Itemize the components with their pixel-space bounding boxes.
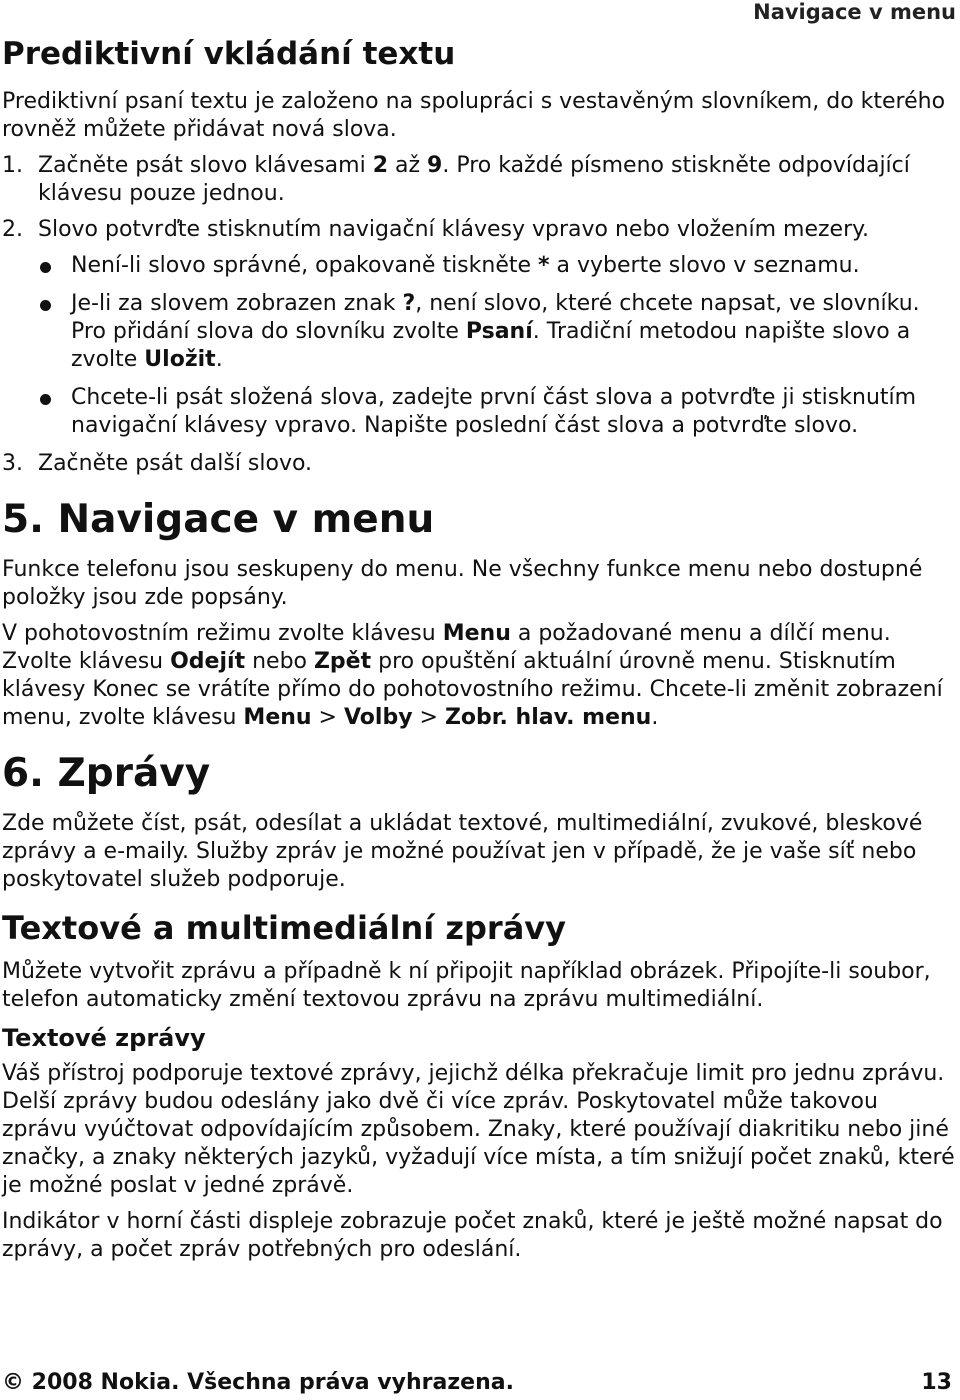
page-content [2, 34, 958, 1272]
step-number: 2. [2, 217, 23, 242]
option-psani: Psaní [465, 319, 533, 344]
running-header: Navigace v menu [753, 0, 956, 24]
navigation-chapter-heading: 5. Navigace v menu [2, 497, 435, 542]
mms-section-heading: Textové a multimediální zprávy [2, 909, 566, 947]
key-menu-2: Menu [243, 705, 312, 730]
bullet-icon [38, 384, 71, 440]
step-text: Slovo potvrďte stisknutím navigační klávesy vpravo nebo vložením mezery. [38, 217, 869, 242]
key-odejit: Odejít [170, 649, 246, 674]
bullet-icon [38, 252, 71, 280]
navigation-paragraph-1: Funkce telefonu jsou seskupeny do menu. Ne všechny funkce menu nebo dostupné položky jsou zde popsány. [2, 557, 923, 610]
step-2 [2, 216, 958, 244]
step-1 [2, 152, 958, 208]
key-menu: Menu [442, 621, 511, 646]
key-zpet: Zpět [313, 649, 372, 674]
list-item [38, 384, 958, 440]
list-item [38, 252, 958, 280]
sms-paragraph-2: Indikátor v horní části displeje zobrazuje počet znaků, které je ještě možné napsat do zprávy, a počet zpráv potřebných pro odeslání. [2, 1209, 943, 1262]
step-number: 3. [2, 451, 23, 476]
messages-chapter-heading: 6. Zprávy [2, 751, 211, 796]
step-text: Začněte psát slovo klávesami 2 až 9. Pro každé písmeno stiskněte odpovídající klávesu pouze jednou. [38, 153, 910, 206]
page-number: 13 [921, 1370, 952, 1395]
sms-section-heading: Textové zprávy [2, 1024, 206, 1052]
sms-paragraph-1: Váš přístroj podporuje textové zprávy, jejichž délka překračuje limit pro jednu zprávu. Delší zprávy budou odeslány jako dvě či více zpráv. Poskytovatel může takovou zprávu vyúčtovat odpovídajícím způsobem. Znaky, které používají diakritiku nebo jiné značky, a znaky některých jazyků, vyžadují více místa, a tím snižují počet znaků, které je možné poslat v jedné zprávě. [2, 1061, 955, 1198]
bullet-icon [38, 290, 71, 374]
key-9: 9 [427, 153, 443, 178]
messages-paragraph: Zde můžete číst, psát, odesílat a ukládat textové, multimediální, zvukové, bleskové zprávy a e-maily. Služby zpráv je možné používat jen v případě, že je vaše síť nebo poskytovatel služeb podporuje. [2, 811, 923, 892]
predictive-text-heading: Prediktivní vkládání textu [2, 36, 456, 72]
step-number: 1. [2, 153, 23, 178]
option-zobr-hlav-menu: Zobr. hlav. menu [444, 705, 652, 730]
key-2: 2 [372, 153, 388, 178]
bullet-text: Je-li za slovem zobrazen znak ?, není slovo, které chcete napsat, ve slovníku. Pro přidání slova do slovníku zvolte Psaní. Tradiční metodou napište slovo a zvolte Uložit. [71, 291, 920, 372]
navigation-paragraph-2: V pohotovostním režimu zvolte klávesu Menu a požadované menu a dílčí menu. Zvolte klávesu Odejít nebo Zpět pro opuštění aktuální úrovně menu. Stisknutím klávesy Konec se vrátíte přímo do pohotovostního režimu. Chcete-li změnit zobrazení menu, zvolte klávesu Menu > Volby > Zobr. hlav. menu. [2, 621, 943, 730]
step-text: Začněte psát další slovo. [38, 451, 313, 476]
key-question: ? [402, 291, 416, 316]
mms-paragraph: Můžete vytvořit zprávu a případně k ní připojit například obrázek. Připojíte-li soubor, telefon automaticky změní textovou zprávu na zprávu multimediální. [2, 959, 931, 1012]
option-ulozit: Uložit [144, 347, 216, 372]
bullet-text: Není-li slovo správné, opakovaně tiskněte * a vyberte slovo v seznamu. [71, 253, 860, 278]
predictive-intro: Prediktivní psaní textu je založeno na spolupráci s vestavěným slovníkem, do kterého rovněž můžete přidávat nová slova. [2, 89, 946, 142]
list-item [38, 290, 958, 374]
step-3 [2, 450, 958, 478]
bullet-text: Chcete-li psát složená slova, zadejte první část slova a potvrďte ji stisknutím navigační klávesy vpravo. Napište poslední část slova a potvrďte slovo. [71, 385, 917, 438]
bullet-list [38, 252, 958, 440]
key-star: * [538, 253, 550, 278]
copyright-text: © 2008 Nokia. Všechna práva vyhrazena. [2, 1370, 514, 1395]
option-volby: Volby [343, 705, 413, 730]
